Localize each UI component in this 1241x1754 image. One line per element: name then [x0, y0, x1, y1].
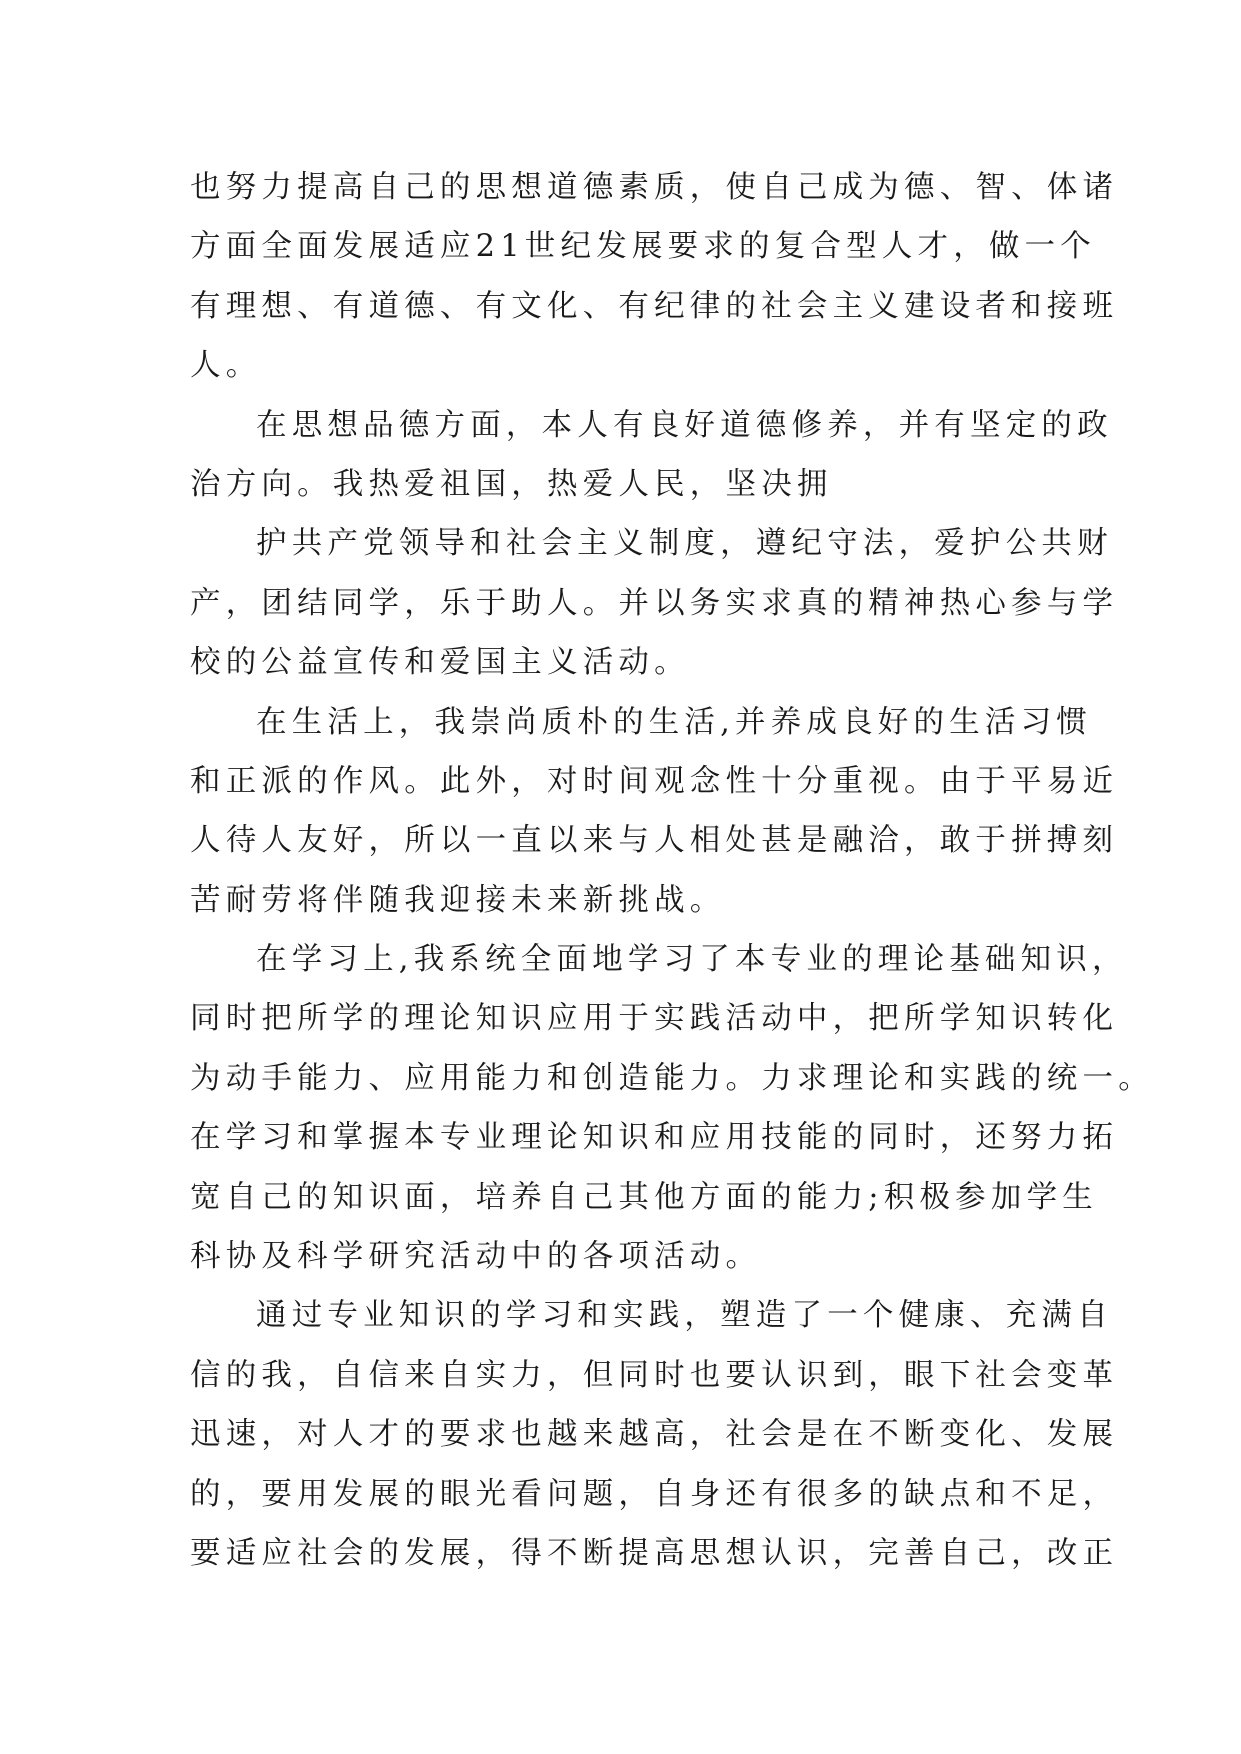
document-body — [190, 158, 1154, 1583]
text-line: 通过专业知识的学习和实践，塑造了一个健康、充满自 — [256, 1298, 1113, 1334]
text-line: 方面全面发展适应21世纪发展要求的复合型人才，做一个 — [190, 229, 1097, 265]
text-line: 在生活上，我崇尚质朴的生活,并养成良好的生活习惯 — [256, 704, 1092, 740]
text-line: 也努力提高自己的思想道德素质，使自己成为德、智、体诸 — [190, 170, 1119, 205]
text-line: 为动手能力、应用能力和创造能力。力求理论和实践的统一。 — [190, 1060, 1154, 1096]
text-line: 的，要用发展的眼光看问题，自身还有很多的缺点和不足， — [190, 1476, 1119, 1512]
text-line: 苦耐劳将伴随我迎接未来新挑战。 — [190, 882, 726, 918]
text-line: 有理想、有道德、有文化、有纪律的社会主义建设者和接班 — [190, 288, 1119, 324]
text-line: 人待人友好，所以一直以来与人相处甚是融洽，敢于拼搏刻 — [190, 823, 1119, 859]
text-line: 要适应社会的发展，得不断提高思想认识，完善自己，改正 — [190, 1535, 1119, 1571]
text-line: 治方向。我热爱祖国，热爱人民，坚决拥 — [190, 466, 833, 502]
text-line: 在学习上,我系统全面地学习了本专业的理论基础知识， — [256, 942, 1128, 978]
text-line: 在学习和掌握本专业理论知识和应用技能的同时，还努力拓 — [190, 1120, 1119, 1156]
text-line: 和正派的作风。此外，对时间观念性十分重视。由于平易近 — [190, 763, 1119, 799]
text-line: 同时把所学的理论知识应用于实践活动中，把所学知识转化 — [190, 1001, 1119, 1037]
text-line: 在思想品德方面，本人有良好道德修养，并有坚定的政 — [256, 407, 1113, 443]
text-line: 宽自己的知识面，培养自己其他方面的能力;积极参加学生 — [190, 1179, 1098, 1215]
text-line: 护共产党领导和社会主义制度，遵纪守法，爱护公共财 — [256, 526, 1113, 562]
text-line: 产，团结同学，乐于助人。并以务实求真的精神热心参与学 — [190, 585, 1119, 621]
text-line: 迅速，对人才的要求也越来越高，社会是在不断变化、发展 — [190, 1417, 1119, 1453]
text-line: 校的公益宣传和爱国主义活动。 — [190, 645, 690, 681]
text-line: 科协及科学研究活动中的各项活动。 — [190, 1239, 762, 1275]
text-line: 信的我，自信来自实力，但同时也要认识到，眼下社会变革 — [190, 1357, 1119, 1393]
text-line: 人。 — [190, 348, 262, 384]
